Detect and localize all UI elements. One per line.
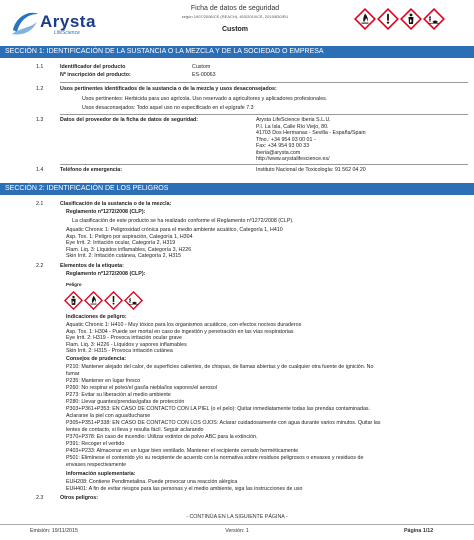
version: Versión: 1 — [225, 528, 249, 534]
health-hazard-pictogram-icon — [400, 8, 422, 30]
supplier-line: Tfno.: +34 954 93 00 01 - — [256, 136, 316, 143]
classification-line: Aquatic Chronic 1: Peligrosidad crónica para el medio ambiente acuático, Categoría 1, H410 — [66, 227, 283, 233]
flame-pictogram-icon — [354, 8, 376, 30]
s11-number: 1.1 — [36, 64, 44, 70]
exclamation-pictogram-icon — [104, 291, 123, 310]
precautionary-statement: lentes de contacto, si lleva y resulta fácil. Seguir aclarando — [66, 426, 204, 433]
environment-pictogram-icon — [124, 291, 143, 310]
hazard-statement: Eye Irrit. 2: H319 - Provoca irritación ocular grave — [66, 335, 182, 341]
supplier-website[interactable]: http://www.arystalifescience.es/ — [256, 156, 330, 162]
s12-discouraged-uses: Usos desaconsejados: Todo aquel uso no especificado en el epígrafe 7.3 — [82, 105, 254, 111]
precautionary-statements-title: Consejos de prudencia: — [66, 356, 127, 362]
s12-uses: Usos pertinentes: Herbicida para uso agrícola. Uso reservado a agricultores y aplicadores profesionales. — [82, 96, 328, 102]
s23-title: Otros peligros: — [60, 495, 98, 501]
hazard-statement: Skin Irrit. 2: H315 - Provoca irritación cutánea — [66, 348, 173, 354]
emission-date: Emisión: 19/11/2015 — [30, 528, 78, 534]
emergency-phone: Instituto Nacional de Toxicología: 91 562 04 20 — [256, 167, 366, 173]
s13-title: Datos del proveedor de la ficha de datos de seguridad: — [60, 117, 199, 123]
hazard-statement: Asp. Tox. 1: H304 - Puede ser mortal en caso de ingestión y penetración en las vías respiratorias — [66, 328, 294, 335]
page-number: Página 1/12 — [404, 528, 434, 534]
regulation-reference: según 1907/2006/CE (REACH), 453/2010/CE, 2015/830/EU — [181, 14, 289, 19]
exclamation-pictogram-icon — [377, 8, 399, 30]
s11-title: Identificador del producto — [60, 64, 126, 70]
precautionary-statement: P280: Llevar guantes/prendas/gafas de protección — [66, 399, 185, 405]
precautionary-statement: P260: No respirar el polvo/el gas/la niebla/los vapores/el aerosol — [66, 385, 218, 391]
supplier-email[interactable]: iberia@arysta.com — [256, 149, 301, 156]
s22-title: Elementos de la etiqueta: — [60, 263, 124, 269]
s11-registration-label: Nº inscripción del producto: — [60, 72, 131, 78]
section2-header: SECCIÓN 2: IDENTIFICACIÓN DE LOS PELIGROS — [0, 183, 474, 195]
hazard-statement: Flam. Liq. 3: H226 - Líquidos y vapores inflamables — [66, 341, 187, 348]
signal-word: Peligro — [66, 282, 82, 287]
precautionary-statement: fumar — [66, 370, 80, 377]
divider — [60, 164, 468, 165]
supplementary-statement: EUH401: A fin de evitar riesgos para las personas y el medio ambiente, siga las instrucciones de uso — [66, 486, 303, 492]
continue-notice: - CONTINÚA EN LA SIGUIENTE PÁGINA - — [186, 514, 288, 520]
precautionary-statement: P370+P378: En caso de incendio: Utilizar extintor de polvo ABC para la extinción. — [66, 434, 258, 440]
precautionary-statement: P501: Elimínese el contenido y/o su recipiente de acuerdo con la normativa sobre residuos peligrosos o envases y residuos de — [66, 455, 364, 461]
s22-regulation: Reglamento nº1272/2008 (CLP): — [66, 271, 146, 277]
arysta-logo — [10, 8, 96, 40]
s21-intro: La clasificación de este producto se ha realizado conforme el Reglamento nº1272/2008 (CLP). — [72, 218, 294, 224]
s13-number: 1.3 — [36, 117, 44, 123]
arysta-swoosh-icon — [10, 8, 40, 38]
precautionary-statement: P403+P233: Almacenar en un lugar bien ventilado. Mantener el recipiente cerrado herméticamente — [66, 448, 299, 454]
sds-title: Ficha de datos de seguridad — [190, 5, 280, 12]
s21-title: Clasificación de la sustancia o de la mezcla: — [60, 201, 172, 207]
precautionary-statement: P210: Mantener alejado del calor, de superficies calientes, de chispas, de llamas abiertas y de cualquier otra fuente de ignición. No — [66, 364, 374, 370]
hazard-statement: Aquatic Chronic 1: H410 - Muy tóxico para los organismos acuáticos, con efectos nocivos duraderos — [66, 322, 302, 328]
environment-pictogram-icon — [423, 8, 445, 30]
s14-number: 1.4 — [36, 167, 44, 173]
classification-line: Eye Irrit. 2: Irritación ocular, Categoría 2, H319 — [66, 240, 176, 246]
precautionary-statement: P391: Recoger el vertido — [66, 441, 125, 447]
classification-line: Skin Irrit. 2: Irritación cutánea, Categoría 2, H315 — [66, 253, 182, 259]
s21-number: 2.1 — [36, 201, 44, 207]
logo-name: Arysta — [40, 12, 96, 31]
footer-divider — [0, 524, 474, 525]
supplementary-info-title: Información suplementaria: — [66, 471, 136, 477]
divider — [60, 114, 468, 115]
product-name: Custom — [221, 26, 249, 33]
document-header — [0, 0, 474, 44]
s11-product-value: Custom — [192, 64, 211, 70]
supplier-line: P.I. La Isla, Calle Río Viejo, 80. — [256, 123, 329, 130]
precautionary-statement: envases respectivamente — [66, 461, 127, 468]
precautionary-statement: P273: Evitar su liberación al medio ambiente — [66, 392, 171, 398]
supplier-line: 41703 Dos Hermanas - Sevilla - España/Spain — [256, 130, 366, 136]
classification-line: Flam. Liq. 3: Líquidos inflamables, Categoría 3, H226 — [66, 246, 192, 253]
s23-number: 2.3 — [36, 495, 44, 501]
section1-header: SECCIÓN 1: IDENTIFICACIÓN DE LA SUSTANCIA O LA MEZCLA Y DE LA SOCIEDAD O EMPRESA — [0, 46, 474, 58]
classification-line: Asp. Tox. 1: Peligro por aspiración, Categoría 1, H304 — [66, 233, 193, 240]
s11-registration-value: ES-00063 — [192, 72, 216, 78]
supplementary-statement: EUH208: Contiene Pendimetalina. Puede provocar una reacción alérgica — [66, 479, 238, 485]
s14-title: Teléfono de emergencia: — [60, 167, 123, 173]
hazard-statements-title: Indicaciones de peligro: — [66, 314, 127, 320]
s12-title: Usos pertinentes identificados de la sustancia o de la mezcla y usos desaconsejados: — [60, 86, 277, 92]
health-hazard-pictogram-icon — [64, 291, 83, 310]
precautionary-statement: P235: Mantener en lugar fresco — [66, 378, 141, 384]
divider — [60, 82, 468, 83]
flame-pictogram-icon — [84, 291, 103, 310]
s12-number: 1.2 — [36, 86, 44, 92]
supplier-line: Arysta LifeScience Iberia S.L.U. — [256, 117, 331, 123]
s22-number: 2.2 — [36, 263, 44, 269]
precautionary-statement: P303+P361+P353: EN CASO DE CONTACTO CON LA PIEL (o el pelo): Quitar inmediatamente todas las prendas contaminadas. — [66, 406, 371, 412]
s21-regulation: Reglamento nº1272/2008 (CLP): — [66, 209, 146, 215]
supplier-line: Fax: +34 954 93 00 33 — [256, 143, 310, 149]
precautionary-statement: P305+P351+P338: EN CASO DE CONTACTO CON LOS OJOS: Aclarar cuidadosamente con agua durante varios minutos. Quitar las — [66, 420, 381, 426]
logo-subtitle: LifeScience — [54, 30, 80, 36]
precautionary-statement: Aclararse la piel con agua/ducharse — [66, 412, 151, 419]
